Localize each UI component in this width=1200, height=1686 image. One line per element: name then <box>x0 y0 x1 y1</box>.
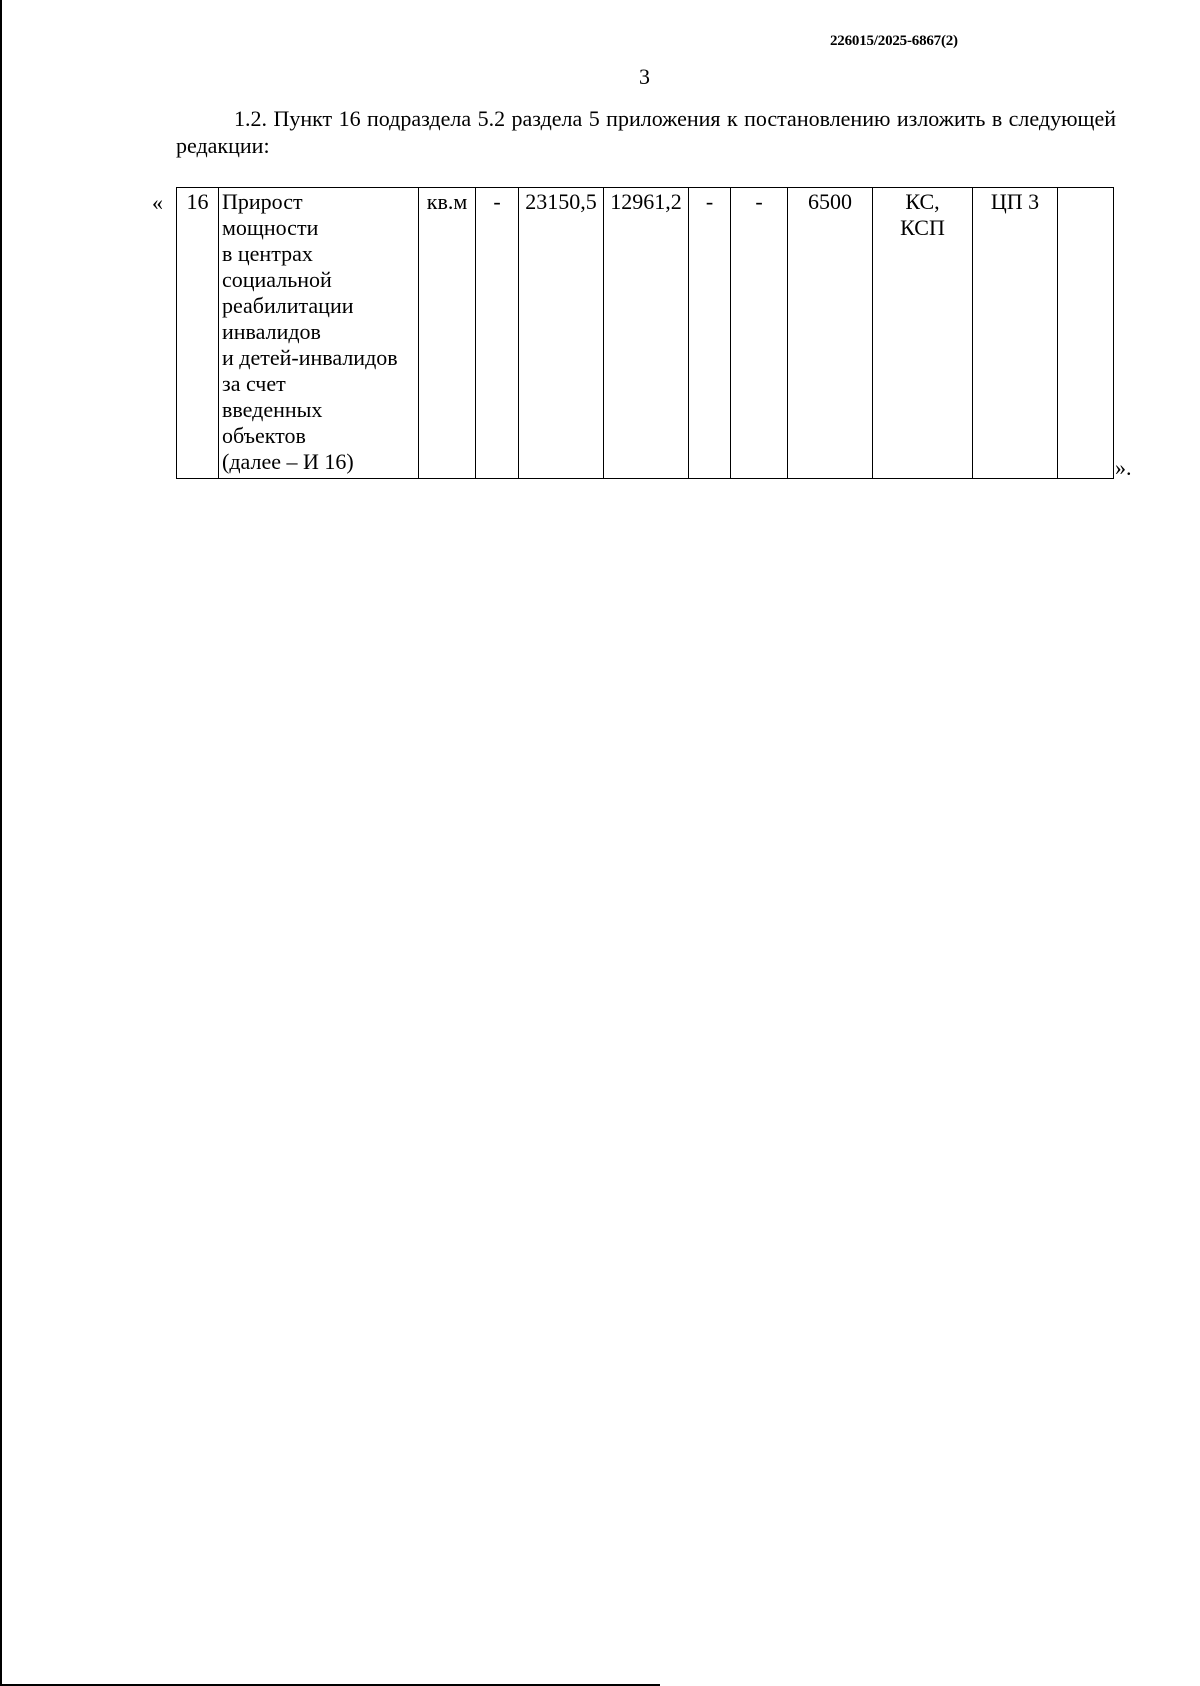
cell-line: КСП <box>900 215 945 240</box>
name-line: (далее – И 16) <box>222 449 354 474</box>
name-line: и детей-инвалидов <box>222 345 398 370</box>
name-line: введенных <box>222 397 323 422</box>
page-number: 3 <box>639 64 650 89</box>
cell-unit: кв.м <box>419 188 476 479</box>
name-line: объектов <box>222 423 306 448</box>
scan-edge-left <box>0 0 2 1686</box>
name-line: реабилитации <box>222 293 354 318</box>
cell-indicator-name <box>219 188 419 479</box>
name-line: мощности <box>222 215 319 240</box>
cell-col4: - <box>476 188 519 479</box>
cell-col8: - <box>731 188 788 479</box>
table-row <box>177 188 1114 479</box>
cell-col9: 6500 <box>788 188 873 479</box>
name-line: в центрах <box>222 241 313 266</box>
cell-number: 16 <box>177 188 219 479</box>
cell-col6: 12961,2 <box>604 188 689 479</box>
name-line: инвалидов <box>222 319 321 344</box>
amendment-table <box>176 187 1114 479</box>
name-line: за счет <box>222 371 286 396</box>
cell-col5: 23150,5 <box>519 188 604 479</box>
name-line: Прирост <box>222 189 303 214</box>
opening-quote: « <box>152 190 163 215</box>
cell-line: КС, <box>905 189 940 214</box>
cell-col11: ЦП 3 <box>973 188 1058 479</box>
name-line: социальной <box>222 267 332 292</box>
cell-col7: - <box>689 188 731 479</box>
document-number: 226015/2025-6867(2) <box>830 33 958 49</box>
closing-quote: ». <box>1115 455 1132 480</box>
amendment-paragraph: 1.2. Пункт 16 подраздела 5.2 раздела 5 приложения к постановлению изложить в следующей редакции: <box>176 106 1116 158</box>
cell-col10 <box>873 188 973 479</box>
cell-col12 <box>1058 188 1114 479</box>
